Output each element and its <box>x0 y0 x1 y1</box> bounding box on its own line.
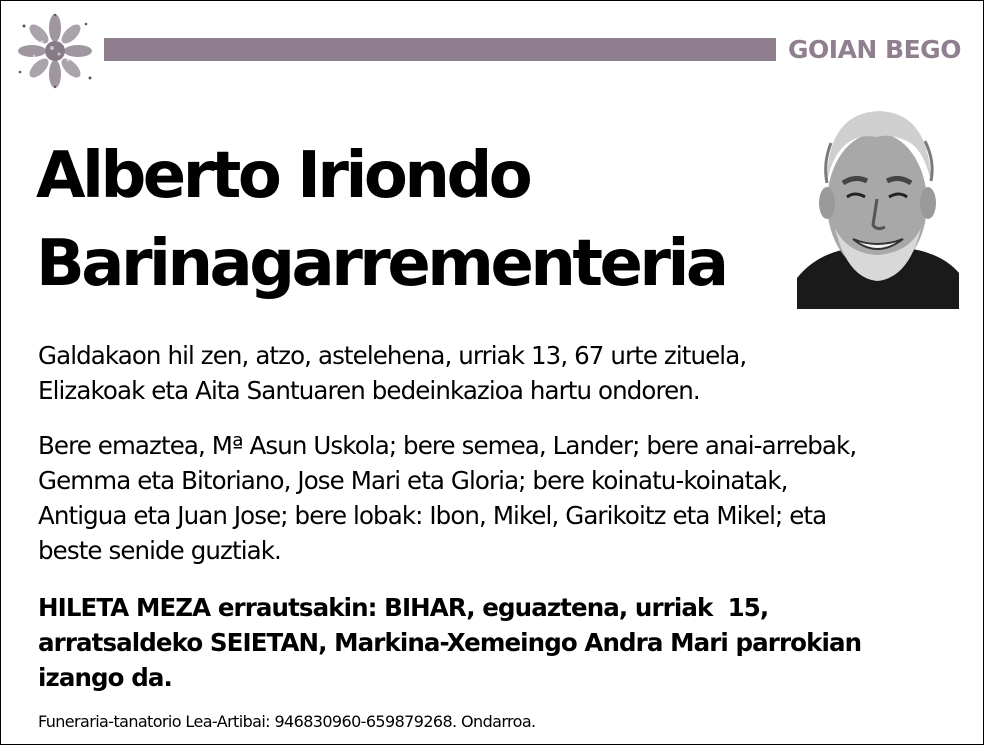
header-bar <box>104 38 776 61</box>
death-notice-line: Galdakaon hil zen, atzo, astelehena, urriak 13, 67 urte zituela, <box>38 341 747 370</box>
funeral-home-footer: Funeraria-tanatorio Lea-Artibai: 946830960-659879268. Ondarroa. <box>38 712 536 731</box>
name-line-1: Alberto Iriondo <box>36 139 530 213</box>
header-label: GOIAN BEGO <box>788 35 961 64</box>
name-line-2: Barinagarrementeria <box>36 227 726 301</box>
death-notice-paragraph <box>38 338 968 408</box>
family-line: Antigua eta Juan Jose; bere lobak: Ibon, Mikel, Garikoitz eta Mikel; eta <box>38 501 827 530</box>
deceased-name <box>36 132 726 308</box>
family-line: Bere emaztea, Mª Asun Uskola; bere semea, Lander; bere anai-arrebak, <box>38 431 857 460</box>
portrait-photo <box>797 103 959 309</box>
family-line: Gemma eta Bitoriano, Jose Mari eta Gloria; bere koinatu-koinatak, <box>38 466 788 495</box>
flower-ornament-icon <box>12 12 98 90</box>
funeral-line: izango da. <box>38 663 172 692</box>
funeral-line: arratsaldeko SEIETAN, Markina-Xemeingo Andra Mari parrokian <box>38 628 862 657</box>
family-paragraph <box>38 428 968 568</box>
funeral-line: HILETA MEZA errautsakin: BIHAR, eguaztena, urriak 15, <box>38 593 769 622</box>
family-line: beste senide guztiak. <box>38 536 281 565</box>
death-notice-line: Elizakoak eta Aita Santuaren bedeinkazioa hartu ondoren. <box>38 376 700 405</box>
funeral-paragraph <box>38 590 968 695</box>
